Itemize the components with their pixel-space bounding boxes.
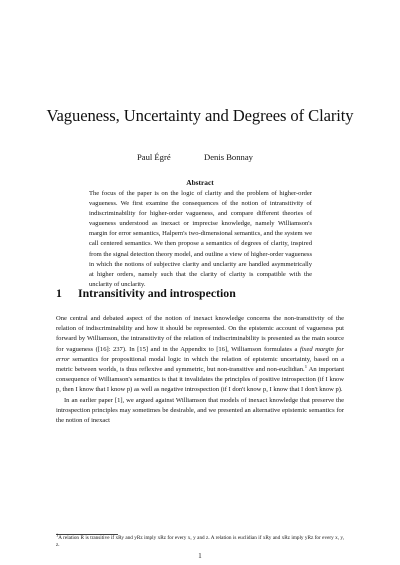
abstract-text: The focus of the paper is on the logic of clarity and the problem of higher-order vagueness. We first examine the consequences of the notion of intransitivity of indiscriminability for higher-order vagueness, and compare different theories of vagueness understood as inexact or imprecise knowledge, namely Williamson's margin for error semantics, Halpern's two-dimensional semantics, and the system we call centered semantics. We then propose a semantics of degrees of clarity, inspired from the signal detection theory model, and outline a view of higher-order vagueness in which the notions of subjective clarity and unclarity are handled asymmetrically at higher orders, namely such that the clarity of clarity is compatible with the unclarity of unclarity. xyxy=(89,190,312,288)
section-heading xyxy=(56,286,356,300)
page-number: 1 xyxy=(198,553,202,560)
footnote-mark[interactable]: 1 xyxy=(304,363,307,369)
paper-title: Vagueness, Uncertainty and Degrees of Clarity xyxy=(46,106,354,125)
paragraph-text: One central and debated aspect of the notion of inexact knowledge concerns the non-transitivity of the relation of indiscriminability and how it should be represented. On the epistemic account of vagueness put forward by Williamson, the intransitivity of the relation of indiscriminability is presented as the main source for vagueness ([16]: 237). In [15] and in the Appendix to [16], Williamson formulates a xyxy=(56,315,344,353)
section-number: 1 xyxy=(56,286,62,300)
author-name: Paul Égré xyxy=(137,152,171,162)
abstract-heading: Abstract xyxy=(186,178,214,187)
paragraph: In an earlier paper [1], we argued against Williamson that models of inexact knowledge that preserve the introspection principles may sometimes be desirable, and we presented an alternative epistemic semantics for the notion of inexact xyxy=(56,396,344,425)
section-title: Intransitivity and introspection xyxy=(78,286,236,300)
footnote xyxy=(56,532,344,550)
footnote-text: A relation R is transitive if xRy and yRz imply xRz for every x, y and z. A relation is euclidian if xRy and xRz imply yRz for every x, y, z. xyxy=(56,535,344,549)
paragraph-text: semantics for propositional modal logic in which the relation of epistemic uncertainty, based on a metric between worlds, is thus reflexive and symmetric, but non-transitive and non-euclidian. xyxy=(56,355,344,374)
paragraph xyxy=(56,314,344,396)
body-text xyxy=(56,314,344,426)
footnote-number: 1 xyxy=(56,532,59,538)
paragraph-text: An important consequence of Williamson's semantics is that it invalidates the principles of positive introspection (if I know p, then I know that I know p) as well as negative introspection (if I don't know p, I know that I don't know p). xyxy=(56,366,345,394)
author-name: Denis Bonnay xyxy=(204,152,253,162)
emphasized-term: fixed margin for error xyxy=(56,345,344,363)
